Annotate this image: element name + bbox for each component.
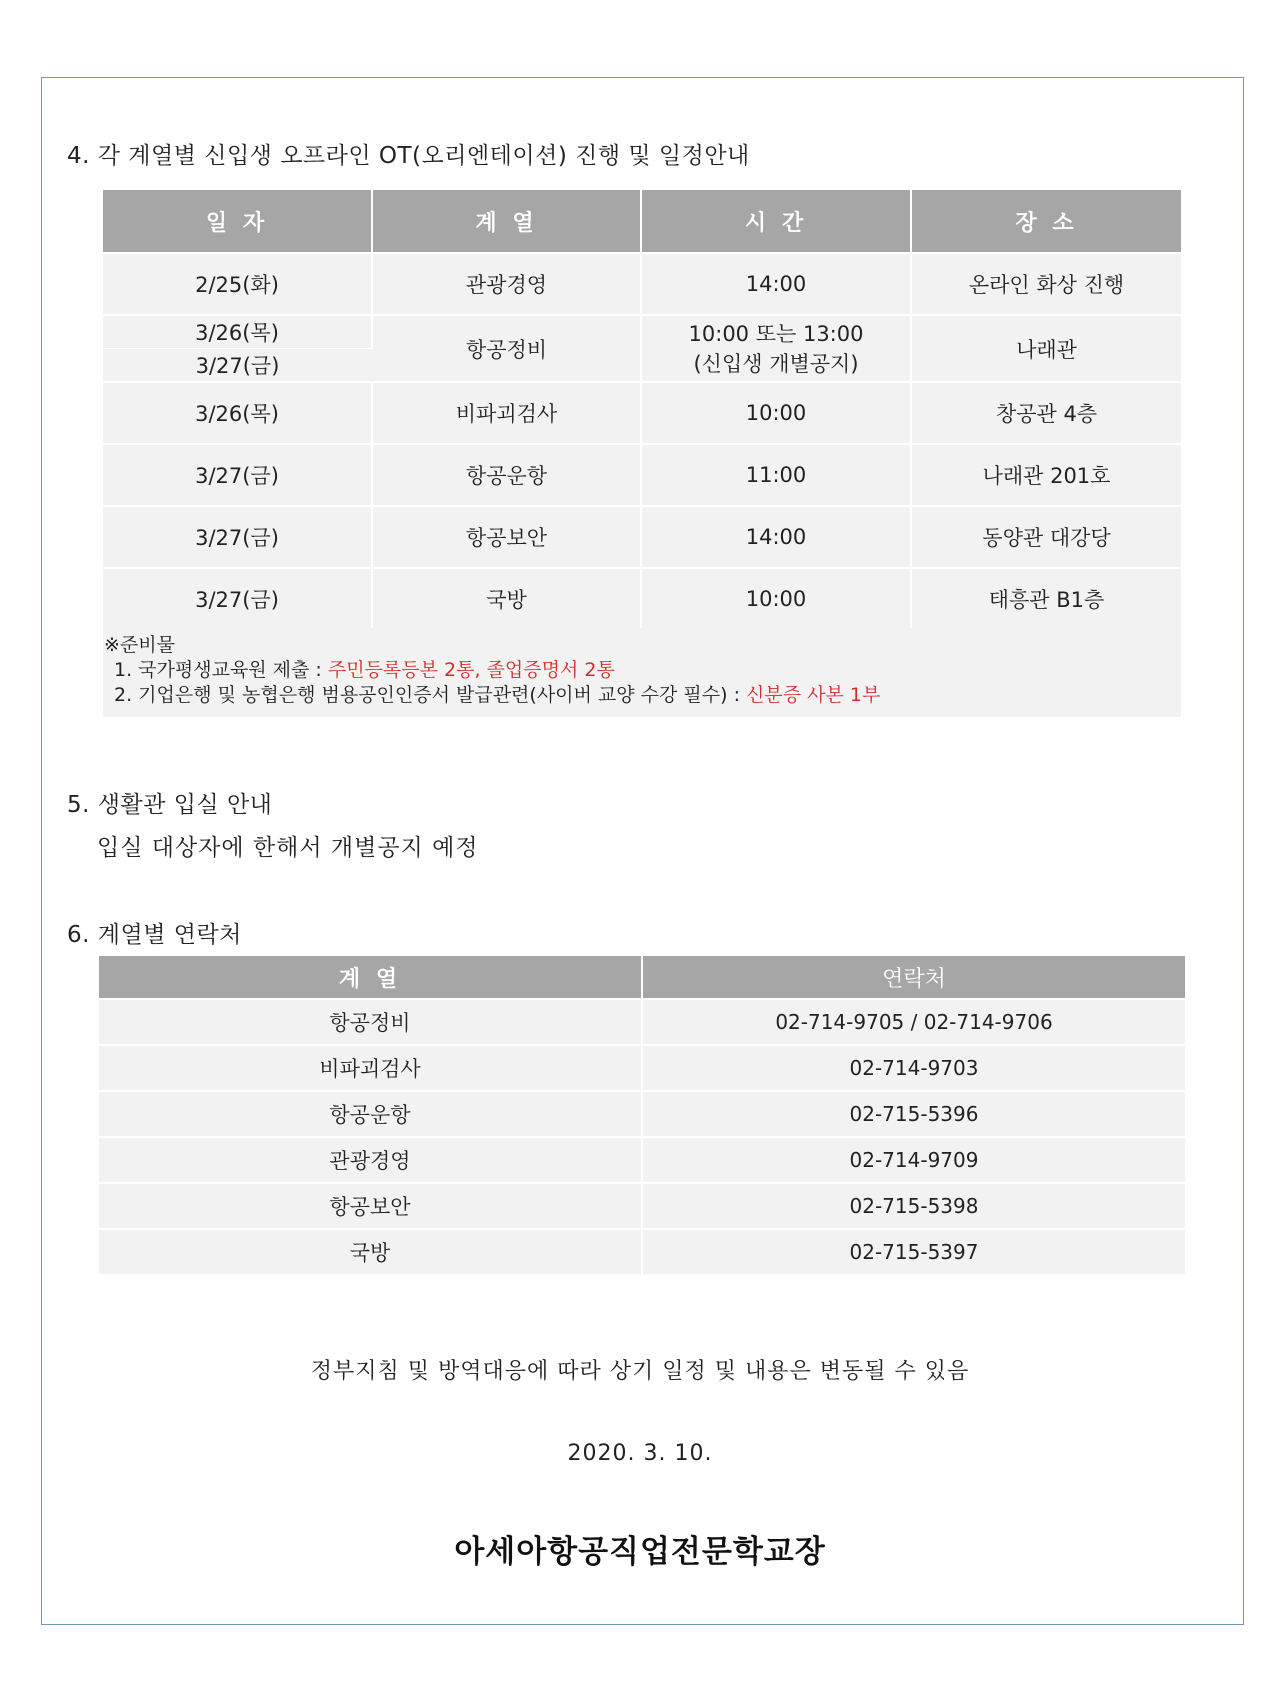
cell-time: 14:00 (641, 506, 911, 568)
change-notice: 정부지침 및 방역대응에 따라 상기 일정 및 내용은 변동될 수 있음 (310, 1359, 970, 1384)
contact-table (99, 956, 1185, 1274)
cell-phone: 02-714-9709 (642, 1137, 1185, 1183)
cell-date: 3/27(금) (103, 444, 372, 506)
section5-heading: 5. 생활관 입실 안내 (67, 792, 273, 818)
cell-time: 10:00 (641, 568, 911, 629)
header-date: 일 자 (103, 190, 372, 253)
table-row (99, 1183, 1185, 1229)
cell-time: 14:00 (641, 253, 911, 315)
prep-item-2-value: 신분증 사본 1부 (746, 684, 881, 706)
header-time: 시 간 (641, 190, 911, 253)
ot-schedule-table (103, 190, 1181, 629)
preparation-box (103, 628, 1181, 717)
header-dept: 계 열 (99, 956, 642, 999)
table-row (99, 999, 1185, 1045)
section5-body: 입실 대상자에 한해서 개별공지 예정 (97, 835, 479, 861)
cell-place: 나래관 (911, 315, 1181, 382)
table-header-row (103, 190, 1181, 253)
table-row (99, 1045, 1185, 1091)
cell-dept: 관광경영 (372, 253, 641, 315)
cell-phone: 02-715-5396 (642, 1091, 1185, 1137)
header-contact: 연락처 (642, 956, 1185, 999)
prep-item-1-value: 주민등록등본 2통, 졸업증명서 2통 (327, 659, 615, 681)
cell-dept: 비파괴검사 (372, 382, 641, 444)
cell-dept: 항공보안 (99, 1183, 642, 1229)
cell-dept: 관광경영 (99, 1137, 642, 1183)
cell-time-line1: 10:00 또는 13:00 (688, 321, 864, 346)
cell-phone: 02-715-5397 (642, 1229, 1185, 1274)
header-place: 장 소 (911, 190, 1181, 253)
section6-heading: 6. 계열별 연락처 (67, 922, 242, 948)
prep-item-1-label: 1. 국가평생교육원 제출 : (114, 659, 328, 681)
cell-date: 2/25(화) (103, 253, 372, 315)
table-row (103, 253, 1181, 315)
cell-dept: 항공운항 (99, 1091, 642, 1137)
cell-place: 동양관 대강당 (911, 506, 1181, 568)
issue-date: 2020. 3. 10. (567, 1441, 713, 1466)
prep-item-2-label: 2. 기업은행 및 농협은행 범용공인인증서 발급관련(사이버 교양 수강 필수) : (114, 684, 747, 706)
cell-date: 3/27(금) (103, 568, 372, 629)
cell-place: 나래관 201호 (911, 444, 1181, 506)
prep-title: ※준비물 (104, 634, 175, 656)
cell-date: 3/26(목) (103, 315, 372, 349)
table-row (99, 1229, 1185, 1274)
cell-dept: 항공운항 (372, 444, 641, 506)
table-row (103, 315, 1181, 349)
cell-phone: 02-714-9705 / 02-714-9706 (642, 999, 1185, 1045)
cell-date: 3/27(금) (103, 349, 372, 383)
cell-phone: 02-714-9703 (642, 1045, 1185, 1091)
table-header-row (99, 956, 1185, 999)
cell-date: 3/26(목) (103, 382, 372, 444)
section4-heading: 4. 각 계열별 신입생 오프라인 OT(오리엔테이션) 진행 및 일정안내 (67, 143, 750, 169)
cell-dept: 국방 (372, 568, 641, 629)
cell-time (641, 315, 911, 382)
table-row (103, 444, 1181, 506)
cell-time: 11:00 (641, 444, 911, 506)
cell-time: 10:00 (641, 382, 911, 444)
cell-place: 창공관 4층 (911, 382, 1181, 444)
table-row (103, 382, 1181, 444)
prep-item-2 (103, 683, 1181, 708)
table-row (103, 506, 1181, 568)
cell-dept: 국방 (99, 1229, 642, 1274)
cell-date: 3/27(금) (103, 506, 372, 568)
cell-phone: 02-715-5398 (642, 1183, 1185, 1229)
cell-dept: 항공보안 (372, 506, 641, 568)
cell-place: 온라인 화상 진행 (911, 253, 1181, 315)
table-row (103, 568, 1181, 629)
cell-time-line2: (신입생 개별공지) (693, 351, 859, 376)
cell-dept: 비파괴검사 (99, 1045, 642, 1091)
signature: 아세아항공직업전문학교장 (454, 1534, 826, 1570)
table-row (99, 1137, 1185, 1183)
prep-item-1 (103, 658, 1181, 683)
cell-dept: 항공정비 (99, 999, 642, 1045)
cell-dept: 항공정비 (372, 315, 641, 382)
cell-place: 태흥관 B1층 (911, 568, 1181, 629)
header-dept: 계 열 (372, 190, 641, 253)
table-row (99, 1091, 1185, 1137)
